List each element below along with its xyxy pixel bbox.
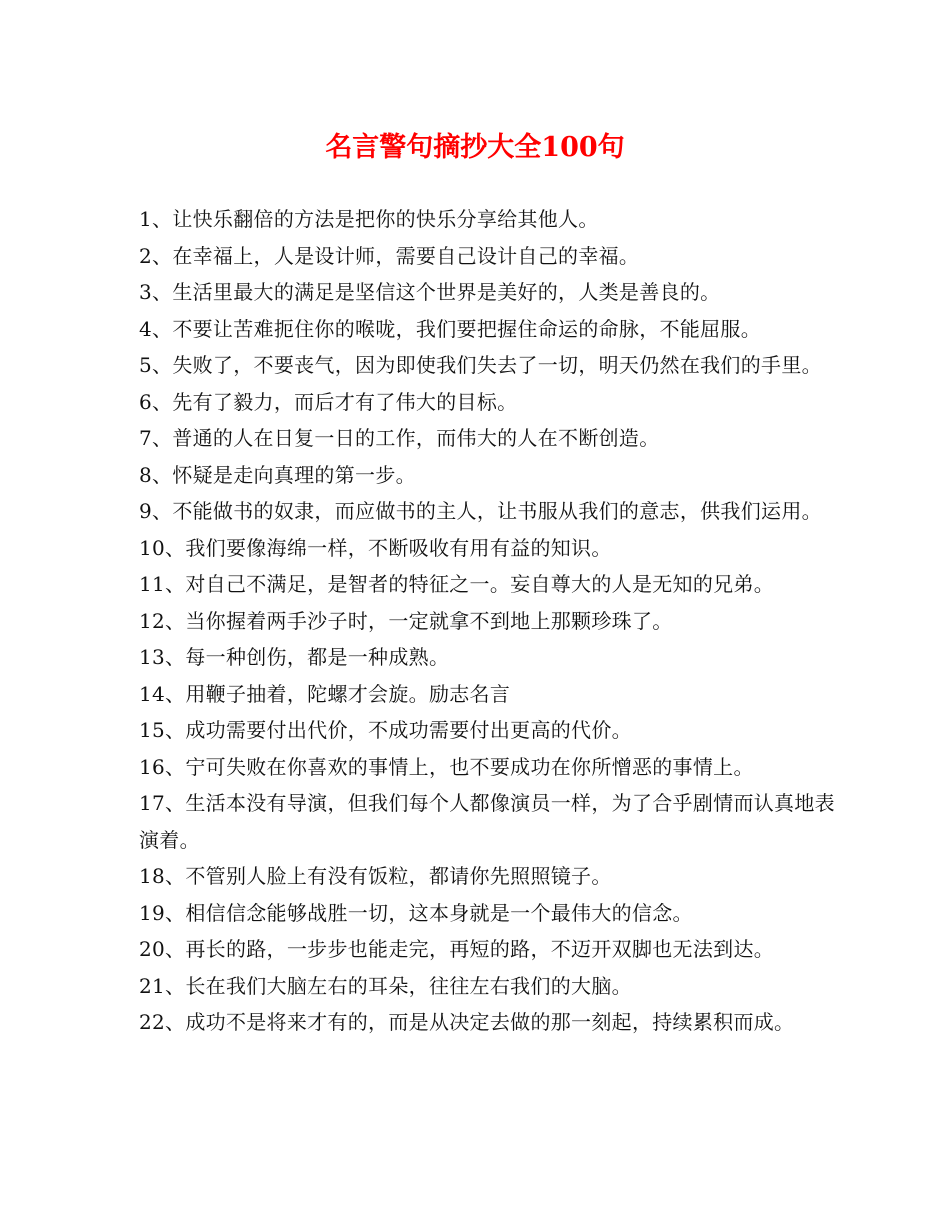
quote-item: 14、用鞭子抽着，陀螺才会旋。励志名言 bbox=[139, 681, 511, 706]
quote-item: 19、相信信念能够战胜一切，这本身就是一个最伟大的信念。 bbox=[139, 900, 693, 925]
quote-item: 22、成功不是将来才有的，而是从决定去做的那一刻起，持续累积而成。 bbox=[139, 1010, 795, 1034]
quote-item: 13、每一种创伤，都是一种成熟。 bbox=[139, 645, 450, 669]
document-title: 名言警句摘抄大全100句 bbox=[325, 132, 625, 163]
quote-item: 12、当你握着两手沙子时，一定就拿不到地上那颗珍珠了。 bbox=[139, 608, 673, 633]
quote-item: 17、生活本没有导演，但我们每个人都像演员一样，为了合乎剧情而认真地表演着。 bbox=[139, 791, 835, 852]
quote-item: 15、成功需要付出代价，不成功需要付出更高的代价。 bbox=[139, 718, 632, 742]
quote-item: 9、不能做书的奴隶，而应做书的主人，让书服从我们的意志，供我们运用。 bbox=[139, 499, 822, 523]
quote-item: 20、再长的路，一步步也能走完，再短的路，不迈开双脚也无法到达。 bbox=[139, 937, 775, 961]
quote-item: 21、长在我们大脑左右的耳朵，往往左右我们的大脑。 bbox=[139, 973, 632, 998]
quote-list bbox=[139, 201, 839, 1041]
quote-item: 2、在幸福上，人是设计师，需要自己设计自己的幸福。 bbox=[139, 243, 640, 268]
quote-item: 5、失败了，不要丧气，因为即使我们失去了一切，明天仍然在我们的手里。 bbox=[139, 353, 822, 377]
quote-item: 10、我们要像海绵一样，不断吸收有用有益的知识。 bbox=[139, 535, 612, 560]
quote-item: 1、让快乐翻倍的方法是把你的快乐分享给其他人。 bbox=[139, 207, 599, 231]
quote-item: 16、宁可失败在你喜欢的事情上，也不要成功在你所憎恶的事情上。 bbox=[139, 754, 754, 779]
quote-item: 8、怀疑是走向真理的第一步。 bbox=[139, 462, 416, 487]
quote-item: 4、不要让苦难扼住你的喉咙，我们要把握住命运的命脉，不能屈服。 bbox=[139, 316, 762, 341]
quote-item: 11、对自己不满足，是智者的特征之一。妄自尊大的人是无知的兄弟。 bbox=[139, 572, 775, 596]
quote-item: 3、生活里最大的满足是坚信这个世界是美好的，人类是善良的。 bbox=[139, 280, 721, 304]
quote-item: 18、不管别人脸上有没有饭粒，都请你先照照镜子。 bbox=[139, 864, 612, 888]
quote-item: 7、普通的人在日复一日的工作，而伟大的人在不断创造。 bbox=[139, 426, 660, 450]
quote-item: 6、先有了毅力，而后才有了伟大的目标。 bbox=[139, 389, 518, 414]
